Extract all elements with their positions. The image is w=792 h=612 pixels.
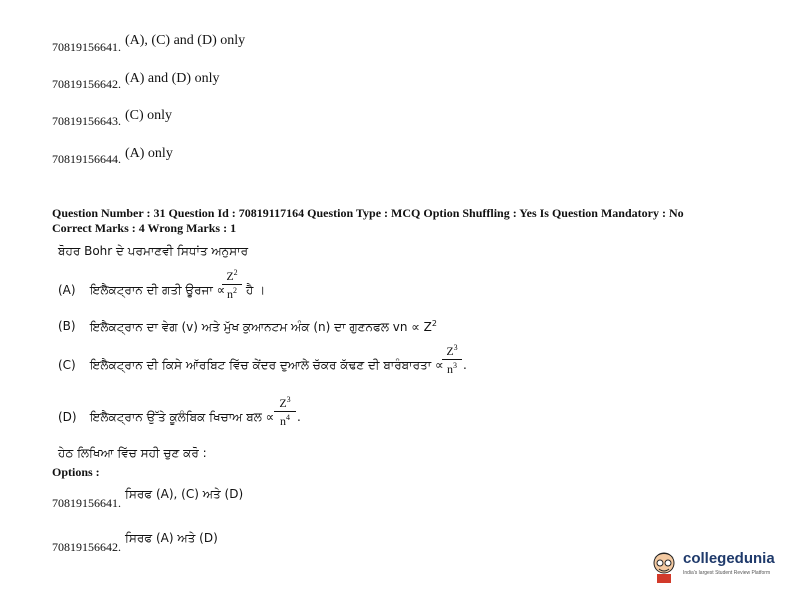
option-id: 70819156641. [52, 496, 121, 510]
logo-name: collegedunia [683, 550, 775, 567]
collegedunia-logo [649, 548, 789, 588]
marks-meta: Correct Marks : 4 Wrong Marks : 1 [52, 221, 237, 235]
statement-label: (A) [58, 283, 76, 297]
statement-text: ਇਲੈਕਟ੍ਰਾਨ ਦੀ ਗਤੀ ਊਰਜਾ ∝ [90, 283, 226, 297]
option-text: (A), (C) and (D) only [125, 33, 246, 48]
option-id: 70819156641. [52, 40, 121, 54]
option-id: 70819156644. [52, 152, 121, 166]
statement-suffix: . [463, 358, 467, 372]
fraction: $Z^3$ $n^3$ [442, 344, 462, 375]
statement-label: (B) [58, 319, 76, 333]
option-id: 70819156642. [52, 77, 121, 91]
statement-label: (D) [58, 410, 77, 424]
option-text: ਸਿਰਫ (A), (C) ਅਤੇ (D) [125, 487, 244, 501]
statement-text: ਇਲੈਕਟ੍ਰਾਨ ਦਾ ਵੇਗ (v) ਅਤੇ ਮੁੱਖ ਕੁਆਨਟਮ ਅੰਕ (n) ਦਾ ਗੁਣਨਫਲ vn ∝ $Z^2$ [90, 319, 437, 334]
instruction: ਹੇਠ ਲਿਖਿਆ ਵਿੱਚ ਸਹੀ ਚੁਣ ਕਰੋ : [58, 446, 207, 460]
logo-tagline: India's largest Student Review Platform [683, 570, 771, 576]
statement-suffix: . [297, 410, 301, 424]
statement-text: ਇਲੈਕਟ੍ਰਾਨ ਦੀ ਕਿਸੇ ਆੱਰਬਿਟ ਵਿੱਚ ਕੇਂਦਰ ਦੁਆਲੇ ਚੱਕਰ ਕੱਢਣ ਦੀ ਬਾਰੰਬਾਰਤਾ ∝ [90, 358, 444, 372]
question-stem: ਬੋਹਰ Bohr ਦੇ ਪਰਮਾਣਵੀ ਸਿਧਾਂਤ ਅਨੁਸਾਰ [58, 244, 249, 258]
option-id: 70819156642. [52, 540, 121, 554]
options-label: Options : [52, 465, 100, 479]
statement-label: (C) [58, 358, 76, 372]
mascot-icon [649, 548, 679, 584]
option-text: (A) only [125, 146, 173, 161]
statement-suffix: ਹੈ । [246, 283, 266, 297]
option-text: (A) and (D) only [125, 71, 220, 86]
option-id: 70819156643. [52, 114, 121, 128]
statement-text: ਇਲੈਕਟ੍ਰਾਨ ਉੱਤੇ ਕੂਲੰਬਿਕ ਖਿਚਾਅ ਬਲ ∝ [90, 410, 275, 424]
option-text: (C) only [125, 108, 173, 123]
fraction: $Z^2$ $n^2$ [222, 269, 242, 300]
option-text: ਸਿਰਫ (A) ਅਤੇ (D) [125, 531, 218, 545]
fraction: $Z^3$ $n^4$ [274, 396, 296, 427]
question-meta: Question Number : 31 Question Id : 70819117164 Question Type : MCQ Option Shuffling : Yes Is Question Mandatory : No [52, 206, 684, 220]
